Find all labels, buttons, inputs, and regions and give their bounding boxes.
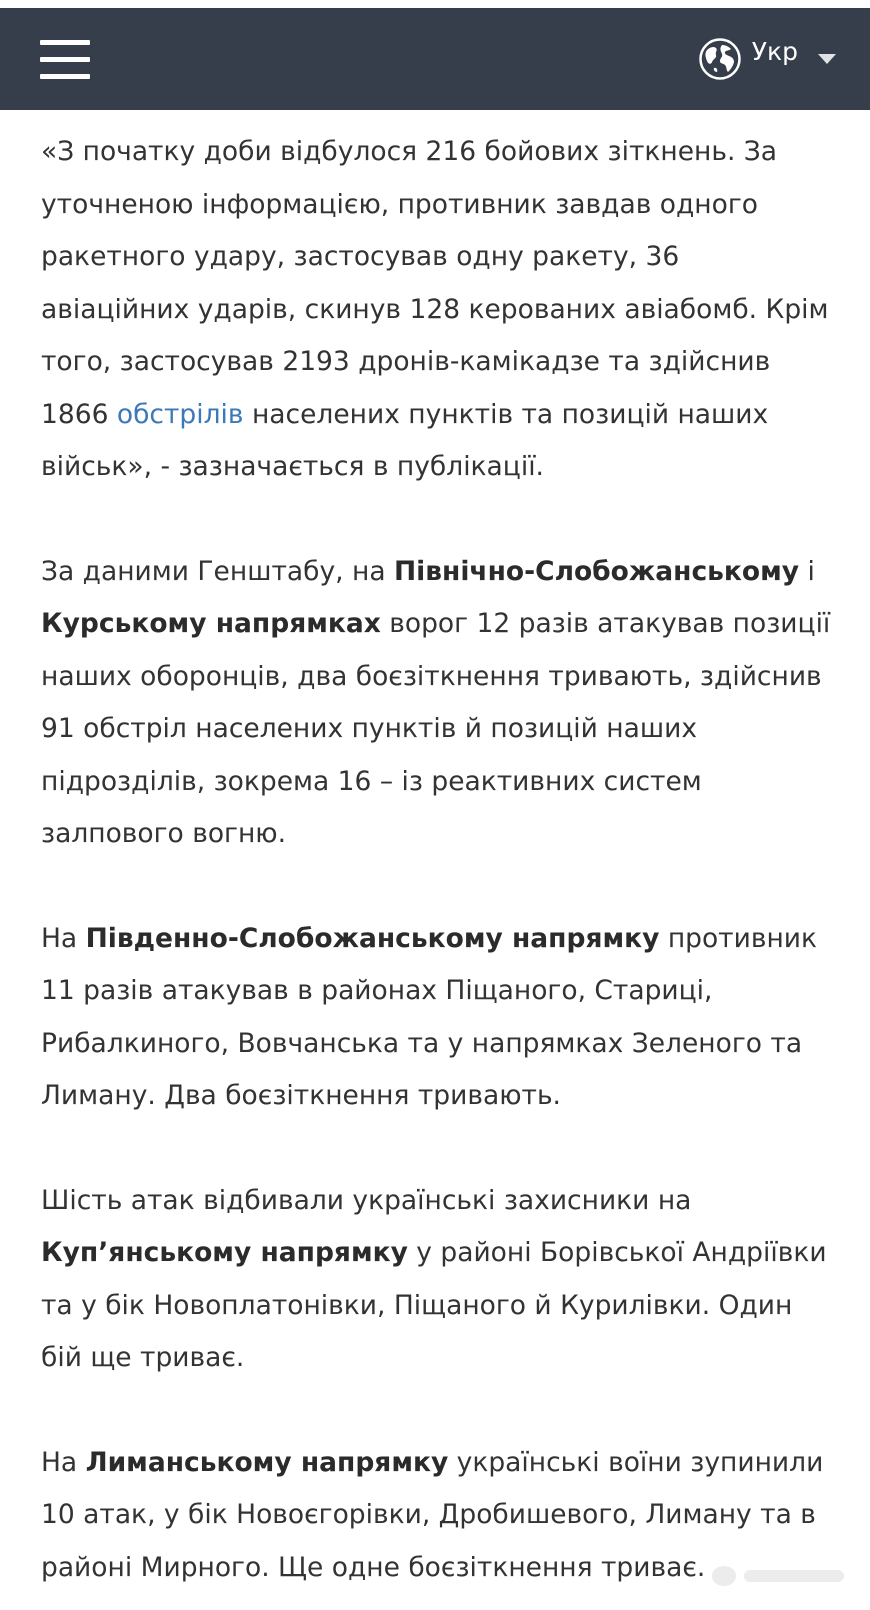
direction-name: Куп’янському напрямку — [41, 1237, 408, 1268]
article-paragraph: На Лиманському напрямку українські воїни зупинили 10 атак, у бік Новоєгорівки, Дробишевого, Лиману та в районі Мирного. Ще одне боєзіткнення триває. — [41, 1446, 824, 1583]
caret-down-icon — [818, 54, 836, 64]
shelling-link[interactable]: обстрілів — [116, 398, 244, 430]
direction-name: Південно-Слобожанському напрямку — [85, 922, 660, 954]
globe-icon — [698, 37, 742, 81]
article-paragraph: «З початку доби відбулося 216 бойових зіткнень. За уточненою інформацією, противник завдав одного ракетного удару, застосував одну ракету, 36 авіаційних ударів, скинув 128 керованих авіабомб. Крім того, застосував 2193 дронів-камікадзе та здійснив 1866 обстрілів населених пунктів та позицій наших військ», - зазначається в публікації. — [41, 136, 829, 482]
top-navigation-bar — [0, 8, 870, 110]
direction-name: Північно-Слобожанському — [393, 555, 800, 587]
direction-name: Курському напрямках — [41, 608, 381, 639]
article-paragraph: Шість атак відбивали українські захисники на Куп’янському напрямку у районі Борівської Андріївки та у бік Новоплатонівки, Піщаного й Курилівки. Один бій ще триває. — [41, 1184, 827, 1373]
article-paragraph: За даними Генштабу, на Північно-Слобожанському і Курському напрямках ворог 12 разів атакував позиції наших оборонців, два боєзіткнення тривають, здійснив 91 обстріл населених пунктів й позицій наших підрозділів, зокрема 16 – із реактивних систем залпового вогню. — [41, 555, 831, 849]
language-selector[interactable] — [698, 30, 836, 88]
language-label: Укр — [751, 36, 798, 66]
watermark-logo — [710, 1562, 850, 1590]
menu-line — [40, 40, 90, 45]
menu-line — [40, 57, 90, 62]
hamburger-menu-icon[interactable] — [40, 38, 90, 82]
menu-line — [40, 74, 90, 79]
article-body — [41, 126, 831, 1610]
direction-name: Лиманському напрямку — [85, 1446, 449, 1478]
article-paragraph: На Південно-Слобожанському напрямку противник 11 разів атакував в районах Піщаного, Стариці, Рибалкиного, Вовчанська та у напрямках Зеленого та Лиману. Два боєзіткнення тривають. — [41, 922, 818, 1111]
